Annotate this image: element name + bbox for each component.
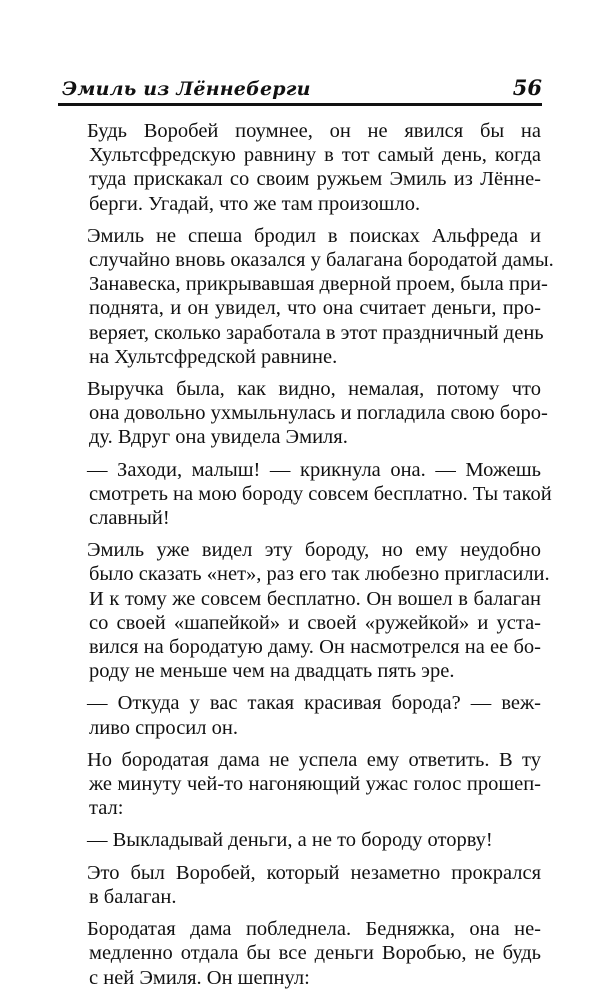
text-line: — Откуда у вас такая красивая борода? — веж- — [87, 692, 541, 715]
text-line: Но бородатая дама не успела ему ответить. В ту — [87, 748, 541, 771]
paragraph — [89, 119, 541, 216]
text-line: славный! — [89, 507, 170, 530]
paragraph — [89, 917, 541, 990]
running-header — [62, 70, 542, 100]
text-line: роду не меньше чем на двадцать пять эре. — [89, 660, 455, 683]
text-line: с ней Эмиля. Он шепнул: — [89, 966, 310, 989]
text-line: поднята, и он увидел, что она считает деньги, про- — [89, 297, 541, 320]
text-line: Занавеска, прикрывавшая дверной проем, была при- — [89, 273, 548, 296]
paragraph — [89, 828, 541, 852]
text-line: берги. Угадай, что же там произошло. — [89, 192, 421, 215]
running-title: Эмиль из Лённеберги — [62, 78, 311, 100]
text-line: — Выкладывай деньги, а не то бороду оторву! — [87, 829, 493, 852]
page-number: 56 — [512, 75, 542, 100]
text-line: Эмиль уже видел эту бороду, но ему неудобно — [87, 539, 541, 562]
text-line: смотреть на мою бороду совсем бесплатно. Ты такой — [89, 482, 552, 505]
paragraph — [87, 377, 548, 450]
paragraph — [87, 538, 550, 683]
header-rule — [58, 103, 542, 106]
text-line: ливо спросил он. — [89, 716, 238, 739]
body-text — [87, 119, 554, 998]
text-line: же минуту чей-то нагоняющий ужас голос прошеп- — [89, 773, 541, 796]
text-line: ду. Вдруг она увидела Эмиля. — [89, 426, 348, 449]
paragraph — [89, 691, 541, 739]
paragraph — [89, 861, 541, 909]
paragraph — [87, 224, 554, 369]
text-line: вился на бородатую даму. Он насмотрелся на ее бо- — [89, 636, 541, 659]
text-line: тал: — [89, 797, 124, 820]
paragraph — [87, 458, 552, 531]
text-line: И к тому же совсем бесплатно. Он вошел в балаган — [89, 587, 541, 610]
text-line: — Заходи, малыш! — крикнула она. — Можешь — [87, 458, 541, 481]
text-line: Бородатая дама побледнела. Бедняжка, она не- — [87, 918, 541, 941]
text-line: туда прискакал со своим ружьем Эмиль из Лённе- — [89, 168, 541, 191]
text-line: со своей «шапейкой» и своей «ружейкой» и уста- — [89, 611, 541, 634]
text-line: она довольно ухмыльнулась и погладила свою боро- — [89, 402, 548, 425]
text-line: Выручка была, как видно, немалая, потому что — [87, 378, 541, 401]
text-line: было сказать «нет», раз его так любезно пригласили. — [89, 563, 550, 586]
paragraph — [89, 748, 541, 821]
text-line: Эмиль не спеша бродил в поисках Альфреда и — [87, 224, 541, 247]
text-line: на Хультсфредской равнине. — [89, 345, 338, 368]
text-line: медленно отдала бы все деньги Воробью, не будь — [89, 942, 541, 965]
text-line: Будь Воробей поумнее, он не явился бы на — [87, 120, 541, 142]
text-line: Это был Воробей, который незаметно прокрался — [87, 861, 541, 884]
text-line: веряет, сколько заработала в этот праздничный день — [89, 321, 544, 344]
text-line: Хультсфредскую равнину в тот самый день, когда — [89, 144, 541, 167]
text-line: в балаган. — [89, 885, 177, 908]
text-line: случайно вновь оказался у балагана бородатой дамы. — [89, 249, 554, 272]
